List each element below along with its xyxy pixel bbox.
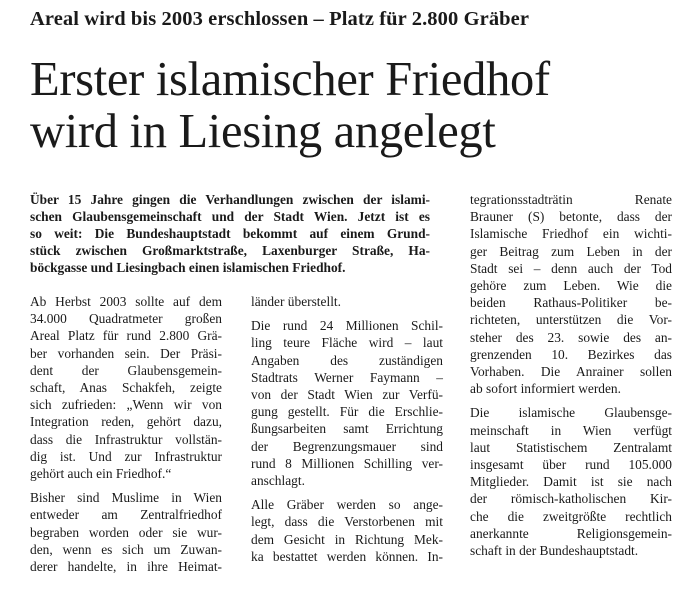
text-line: gehört auch ein Friedhof.“ [30, 466, 172, 482]
text-line: Integration reden, gehört dazu, [30, 414, 222, 430]
text-line: begraben worden oder sie wur- [30, 524, 222, 540]
text-line: derer handelte, in ihre Heimat- [30, 559, 222, 575]
text-line: insgesamt über rund 105.000 [470, 457, 672, 473]
text-line: Vorhaben. Die Anrainer sollen [470, 364, 672, 380]
text-line: schaft, Anas Schakfeh, zeigte [30, 380, 222, 396]
body-column-2 [251, 293, 443, 572]
lead-line: schen Glaubensgemeinschaft und der Stadt Wien. Jetzt ist es [30, 209, 430, 225]
paragraph [470, 191, 672, 397]
text-line: rund 8 Millionen Schilling ver- [251, 455, 443, 471]
paragraph [251, 317, 443, 489]
paragraph [251, 496, 443, 565]
text-line: grenzenden 10. Bezirkes das [470, 346, 672, 362]
text-line: beiden Rathaus-Politiker be- [470, 295, 672, 311]
paragraph [30, 489, 222, 575]
text-line: Alle Gräber werden so ange- [251, 497, 443, 513]
text-line: dem Gesicht in Richtung Mek- [251, 531, 443, 547]
headline [30, 54, 690, 158]
text-line: anerkannte Religionsgemein- [470, 525, 672, 541]
paragraph [470, 404, 672, 559]
text-line: meinschaft in Wien verfügt [470, 422, 672, 438]
paragraph [251, 293, 443, 310]
lead-line: stück zwischen Großmarktstraße, Laxenburger Straße, Ha- [30, 243, 430, 259]
headline-line: wird in Liesing angelegt [30, 105, 496, 158]
text-line: che die zweitgrößte rechtlich [470, 508, 672, 524]
text-line: Bisher sind Muslime in Wien [30, 490, 222, 506]
body-column-1 [30, 293, 222, 582]
text-line: steher des 23. sowie des an- [470, 329, 672, 345]
lead-paragraph [30, 191, 430, 276]
text-line: ling teure Fläche wird – laut [251, 335, 443, 351]
text-line: Stadtrats Werner Faymann – [251, 369, 443, 385]
text-line: anschlagt. [251, 473, 305, 489]
text-line: ßungsarbeiten samt Errichtung [251, 421, 443, 437]
text-line: entweder am Zentralfriedhof [30, 507, 222, 523]
text-line: Brauner (S) betonte, dass der [470, 209, 672, 225]
text-line: 34.000 Quadratmeter großen [30, 311, 222, 327]
text-line: dass die Infrastruktur vollstän- [30, 431, 222, 447]
headline-line: Erster islamischer Friedhof [30, 53, 550, 106]
text-line: richteten, unterstützen die Vor- [470, 312, 672, 328]
text-line: Islamische Friedhof ein wichti- [470, 226, 672, 242]
text-line: Die rund 24 Millionen Schil- [251, 318, 443, 334]
text-line: legt, dass die Verstorbenen mit [251, 514, 443, 530]
body-column-3 [470, 191, 672, 566]
text-line: sich zufrieden: „Wenn wir von [30, 397, 222, 413]
text-line: ber vorhanden sein. Der Präsi- [30, 345, 222, 361]
text-line: Mitglieder. Damit ist sie nach [470, 474, 672, 490]
text-line: der Begrenzungsmauer sind [251, 438, 443, 454]
text-line: den, wenn es sich um Zuwan- [30, 541, 222, 557]
lead-line: böckgasse und Liesingbach einen islamischen Friedhof. [30, 260, 346, 276]
lead-line: so weit: Die Bundeshauptstadt bekommt auf einem Grund- [30, 226, 430, 242]
kicker: Areal wird bis 2003 erschlossen – Platz für 2.800 Gräber [30, 8, 530, 30]
text-line: ab sofort informiert werden. [470, 381, 621, 397]
text-line: Ab Herbst 2003 sollte auf dem [30, 294, 222, 309]
text-line: Areal Platz für rund 2.800 Grä- [30, 328, 222, 344]
text-line: schaft in der Bundeshauptstadt. [470, 543, 639, 559]
text-line: von der Stadt Wien zur Verfü- [251, 387, 443, 403]
text-line: Stadt sei – denn auch der Tod [470, 260, 672, 276]
paragraph [30, 293, 222, 482]
text-line: gung gestellt. Für die Erschlie- [251, 404, 443, 420]
text-line: gehöre zum Leben. Wie die [470, 278, 672, 294]
text-line: tegrationsstadträtin Renate [470, 192, 672, 207]
text-line: ger Beitrag zum Leben in der [470, 243, 672, 259]
text-line: der römisch-katholischen Kir- [470, 491, 672, 507]
text-line: dent der Glaubensgemein- [30, 362, 222, 378]
text-line: Die islamische Glaubensge- [470, 405, 672, 421]
text-line: laut Statistischem Zentralamt [470, 439, 672, 455]
text-line: Angaben des zuständigen [251, 352, 443, 368]
text-line: ka bestattet werden können. In- [251, 548, 443, 564]
lead-line: Über 15 Jahre gingen die Verhandlungen zwischen der islami- [30, 192, 430, 207]
text-line: dig ist. Und zur Infrastruktur [30, 448, 222, 464]
text-line: länder überstellt. [251, 294, 341, 309]
